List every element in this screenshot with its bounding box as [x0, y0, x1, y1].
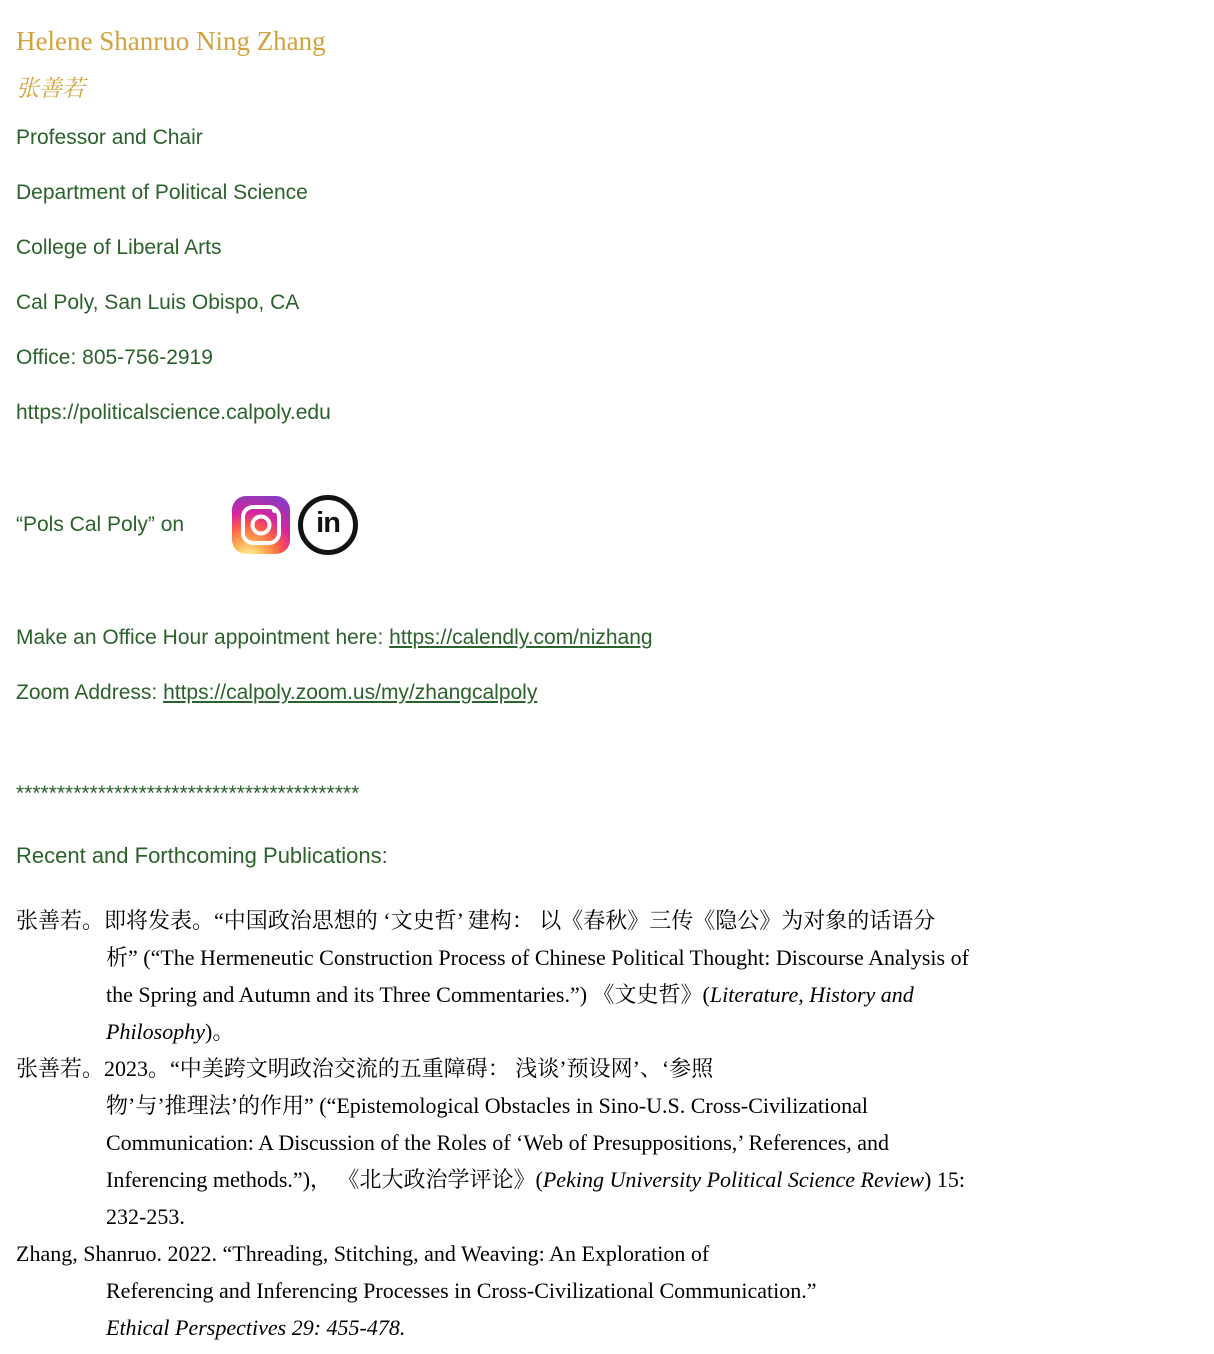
- linkedin-in-glyph: in: [316, 507, 340, 539]
- instagram-camera-lens: [251, 515, 272, 536]
- publication-line: the Spring and Autumn and its Three Commentaries.”) 《文史哲》(Literature, History and: [106, 982, 914, 1007]
- publication-line: Zhang, Shanruo. 2022. “Threading, Stitching, and Weaving: An Exploration of: [16, 1241, 710, 1266]
- contact-block: [16, 110, 1198, 440]
- link-lines: [16, 610, 1198, 720]
- publication-line: 析” (“The Hermeneutic Construction Process of Chinese Political Thought: Discourse Analysis of: [106, 945, 969, 970]
- linkedin-icon[interactable]: [298, 495, 358, 555]
- faculty-profile-page: [16, 14, 1198, 1346]
- appointment-link[interactable]: https://calendly.com/nizhang: [389, 626, 653, 649]
- publication-line: Philosophy)。: [106, 1019, 235, 1044]
- publication-item: [16, 1050, 1198, 1235]
- profile-location: Cal Poly, San Luis Obispo, CA: [16, 291, 300, 314]
- profile-title: Professor and Chair: [16, 126, 203, 149]
- asterisk-divider: ******************************************: [16, 782, 360, 805]
- zoom-line: [16, 665, 1198, 720]
- publication-line: 张善若。2023。“中美跨文明政治交流的五重障碍： 浅谈’预设网’、‘参照: [16, 1056, 714, 1081]
- social-row: [16, 495, 1198, 555]
- department-website-url: https://politicalscience.calpoly.edu: [16, 401, 331, 424]
- profile-name: Helene Shanruo Ning Zhang: [16, 26, 326, 56]
- office-phone: Office: 805-756-2919: [16, 346, 213, 369]
- publication-line: 物’与’推理法’的作用” (“Epistemological Obstacles in Sino-U.S. Cross-Civilizational: [106, 1093, 868, 1118]
- profile-name-chinese: 张善若: [16, 76, 85, 101]
- instagram-icon[interactable]: [232, 496, 290, 554]
- zoom-address-label: Zoom Address:: [16, 681, 164, 704]
- profile-department: Department of Political Science: [16, 181, 308, 204]
- profile-college: College of Liberal Arts: [16, 236, 222, 259]
- publication-line: Inferencing methods.”)， 《北大政治学评论》(Peking University Political Science Review) 15:: [106, 1167, 965, 1192]
- publication-line: 232-253.: [106, 1204, 185, 1229]
- appointment-label: Make an Office Hour appointment here:: [16, 626, 390, 649]
- publication-item: [16, 1235, 1198, 1346]
- zoom-address-link[interactable]: https://calpoly.zoom.us/my/zhangcalpoly: [163, 681, 538, 704]
- publication-line: Referencing and Inferencing Processes in Cross-Civilizational Communication.”: [106, 1278, 817, 1303]
- publications-list: [16, 902, 1198, 1346]
- publications-heading: Recent and Forthcoming Publications:: [16, 843, 388, 868]
- appointment-line: [16, 610, 1198, 665]
- publication-line: 张善若。即将发表。“中国政治思想的 ‘文史哲’ 建构： 以《春秋》三传《隐公》为对象的话语分: [16, 908, 936, 933]
- publication-item: [16, 902, 1198, 1050]
- publication-line: Ethical Perspectives 29: 455-478.: [106, 1315, 406, 1340]
- publication-line: Communication: A Discussion of the Roles of ‘Web of Presuppositions,’ References, and: [106, 1130, 889, 1155]
- social-label: “Pols Cal Poly” on: [16, 513, 185, 536]
